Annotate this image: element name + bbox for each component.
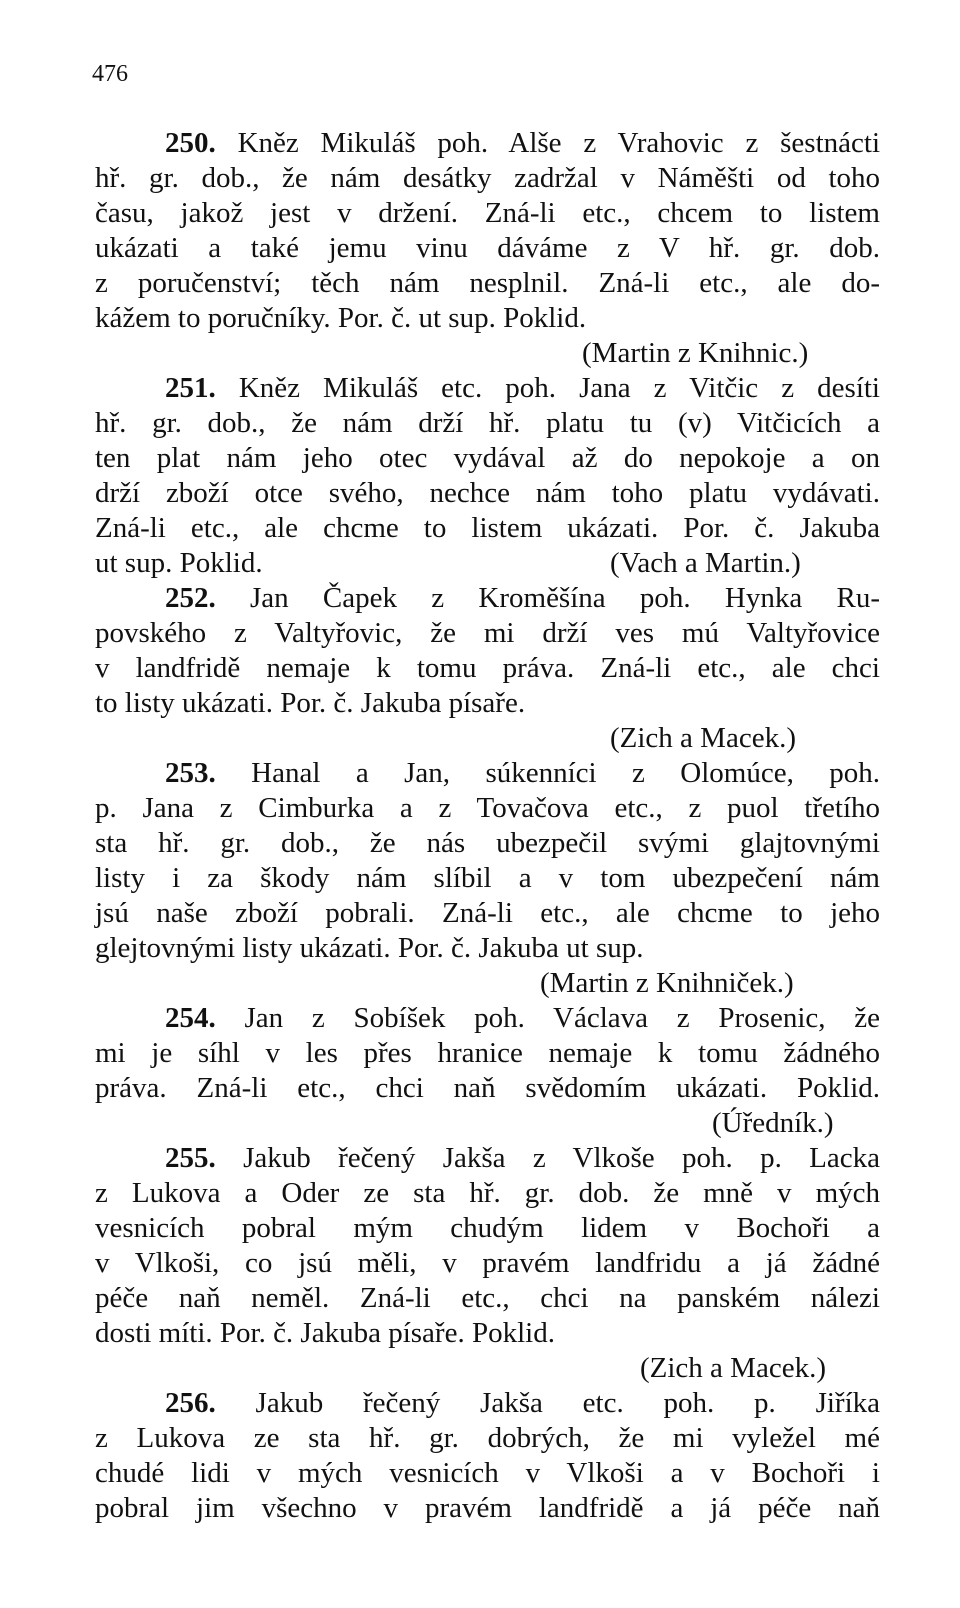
entry-250-line-4: ukázati a také jemu vinu dáváme z V hř. gr. dob. xyxy=(95,232,880,264)
entry-253-line-2: p. Jana z Cimburka a z Tovačova etc., z puol třetího xyxy=(95,792,880,824)
entry-251-signature: (Vach a Martin.) xyxy=(610,547,801,579)
entry-251-line-6: ut sup. Poklid. xyxy=(95,547,263,579)
entry-254-line-2: mi je síhl v les přes hranice nemaje k tomu žádného xyxy=(95,1037,880,1069)
entry-250-line-6: kážem to poručníky. Por. č. ut sup. Poklid. xyxy=(95,302,587,334)
entry-252-line-1: 252. Jan Čapek z Kroměšína poh. Hynka Ru- xyxy=(165,582,880,614)
entry-252-line-2: povského z Valtyřovic, že mi drží ves mú Valtyřovice xyxy=(95,617,880,649)
entry-250-signature: (Martin z Knihnic.) xyxy=(582,337,809,369)
entry-253-line-3: sta hř. gr. dob., že nás ubezpečil svými glajtovnými xyxy=(95,827,880,859)
entry-250-line-5: z poručenství; těch nám nesplnil. Zná-li etc., ale do- xyxy=(95,267,880,299)
entry-256-line-1: 256. Jakub řečený Jakša etc. poh. p. Jiříka xyxy=(165,1387,880,1419)
entry-255-line-4: v Vlkoši, co jsú měli, v pravém landfridu a já žádné xyxy=(95,1247,880,1279)
entry-251-number: 251. xyxy=(165,372,216,404)
entry-256-line-3: chudé lidi v mých vesnicích v Vlkoši a v Bochoři i xyxy=(95,1457,880,1489)
entry-250-line-2: hř. gr. dob., že nám desátky zadržal v Náměšti od toho xyxy=(95,162,880,194)
entry-254-line-1: 254. Jan z Sobíšek poh. Václava z Prosenic, že xyxy=(165,1002,881,1034)
entry-251-line-3: ten plat nám jeho otec vydával až do nepokoje a on xyxy=(95,442,880,474)
entry-252-line-4: to listy ukázati. Por. č. Jakuba písaře. xyxy=(95,687,526,719)
entry-256-number: 256. xyxy=(165,1387,216,1419)
entry-255-line-1: 255. Jakub řečený Jakša z Vlkoše poh. p. Lacka xyxy=(165,1142,881,1174)
entry-253-number: 253. xyxy=(165,757,216,789)
entry-251-line-4: drží zboží otce svého, nechce nám toho platu vydávati. xyxy=(95,477,880,509)
entry-255-line-2: z Lukova a Oder ze sta hř. gr. dob. že mně v mých xyxy=(95,1177,880,1209)
entry-250-line-1: 250. Kněz Mikuláš poh. Alše z Vrahovic z šestnácti xyxy=(165,127,880,159)
entry-252-number: 252. xyxy=(165,582,216,614)
entry-254-line-3: práva. Zná-li etc., chci naň svědomím ukázati. Poklid. xyxy=(95,1072,880,1104)
entry-252-line-3: v landfridě nemaje k tomu práva. Zná-li etc., ale chci xyxy=(95,652,880,684)
entry-255-number: 255. xyxy=(165,1142,216,1174)
entry-252-signature: (Zich a Macek.) xyxy=(610,722,796,754)
entry-251-line-1: 251. Kněz Mikuláš etc. poh. Jana z Vitčic z desíti xyxy=(165,372,880,404)
entry-255-signature: (Zich a Macek.) xyxy=(640,1352,826,1384)
entry-253-line-4: listy i za škody nám slíbil a v tom ubezpečení nám xyxy=(95,862,880,894)
entry-255-line-3: vesnicích pobral mým chudým lidem v Bochoři a xyxy=(95,1212,880,1244)
entry-254-signature: (Úředník.) xyxy=(712,1107,834,1139)
entry-256-line-2: z Lukova ze sta hř. gr. dobrých, že mi vyležel mé xyxy=(95,1422,880,1454)
page-number: 476 xyxy=(92,61,128,87)
entry-256-line-4: pobral jim všechno v pravém landfridě a já péče naň xyxy=(95,1492,880,1524)
entry-250-line-3: času, jakož jest v držení. Zná-li etc., chcem to listem xyxy=(95,197,880,229)
entry-253-line-5: jsú naše zboží pobrali. Zná-li etc., ale chcme to jeho xyxy=(95,897,880,929)
entry-253-line-6: glejtovnými listy ukázati. Por. č. Jakuba ut sup. xyxy=(95,932,644,964)
entry-250-number: 250. xyxy=(165,127,216,159)
entry-253-line-1: 253. Hanal a Jan, súkenníci z Olomúce, poh. xyxy=(165,757,880,789)
entry-251-line-5: Zná-li etc., ale chcme to listem ukázati. Por. č. Jakuba xyxy=(95,512,880,544)
entry-254-number: 254. xyxy=(165,1002,216,1034)
entry-255-line-6: dosti míti. Por. č. Jakuba písaře. Poklid. xyxy=(95,1317,555,1349)
entry-251-line-2: hř. gr. dob., že nám drží hř. platu tu (v) Vitčicích a xyxy=(95,407,880,439)
entry-255-line-5: péče naň neměl. Zná-li etc., chci na panském nálezi xyxy=(95,1282,880,1314)
entry-253-signature: (Martin z Knihniček.) xyxy=(540,967,794,999)
